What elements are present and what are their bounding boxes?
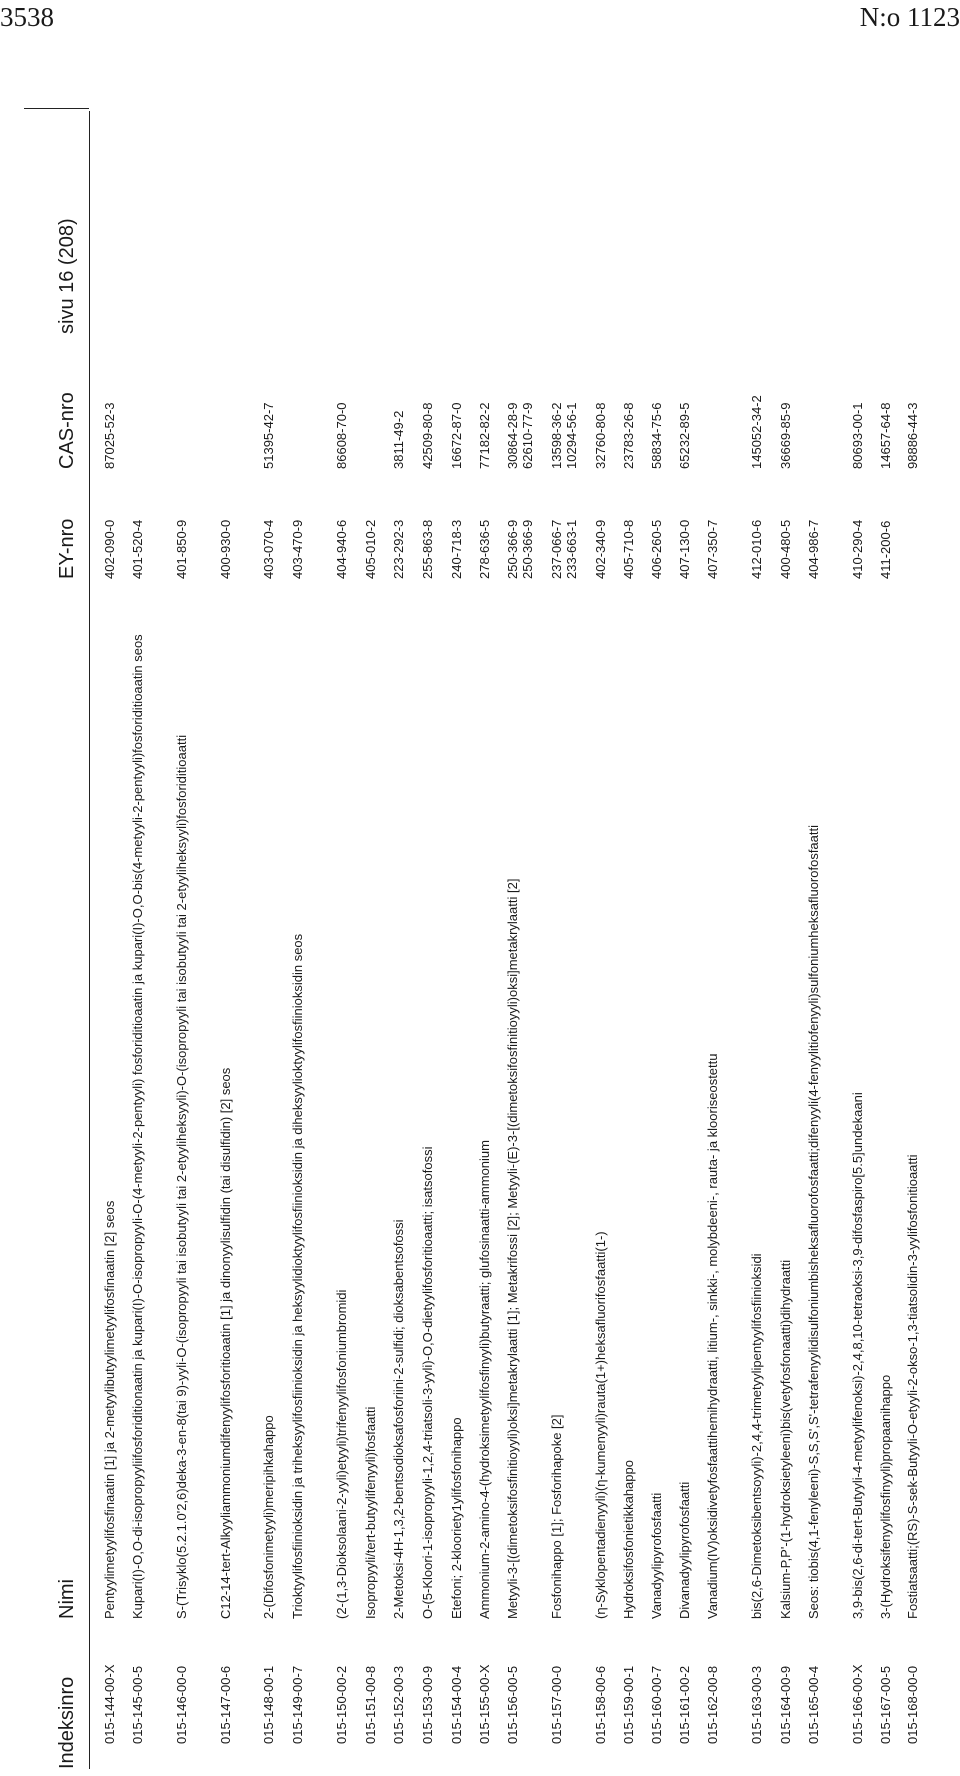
index-cell: 015-168-00-0 [905, 1665, 920, 1744]
name-cell: (η-Syklopentadienyyli)(η-kumenyyli)rauta(1+)heksafluorifosfaatti(1-) [593, 1231, 608, 1619]
index-cell: 015-147-00-6 [218, 1665, 233, 1744]
ey-cell [505, 479, 535, 579]
ey-number: 402-340-9 [593, 519, 608, 579]
ey-cell [778, 479, 793, 579]
cas-number: 30864-28-9 [505, 402, 520, 469]
index-cell: 015-154-00-4 [449, 1665, 464, 1744]
cas-cell [549, 359, 579, 469]
cas-number: 42509-80-8 [420, 402, 435, 469]
ey-number: 403-470-9 [290, 519, 305, 579]
name-cell: 3,9-bis(2,6-di-tert-Butyyli-4-metyylifenoksi)-2,4,8,10-tetraoksi-3,9-difosfaspiro[5.5]undekaani [850, 1092, 865, 1619]
ey-cell [621, 479, 636, 579]
rotated-table [24, 109, 924, 1769]
name-cell: Ammonium-2-amino-4-(hydroksimetyylifosfinyyli)butyraatti; glufosinaatti-ammonium [477, 1140, 492, 1619]
ey-number: 407-130-0 [677, 519, 692, 579]
ey-number: 412-010-6 [749, 519, 764, 579]
index-cell: 015-144-00-X [102, 1664, 117, 1744]
name-cell: (2-(1,3-Dioksolaani-2-yyli)etyyli)trifenyylifosfoniumbromidi [334, 1289, 349, 1619]
ey-number: 406-260-5 [649, 519, 664, 579]
ey-cell [334, 479, 349, 579]
index-cell: 015-151-00-8 [363, 1665, 378, 1744]
ey-cell [130, 479, 145, 579]
ey-number: 278-636-5 [477, 519, 492, 579]
name-cell: Kupari(I)-O,O-di-isopropyyliifosforiditionaatin ja kupari(I)-O-isopropyyli-O-(4-metyyli-2-pentyyli) fosforiditioaatin ja kupari(I)-O,O-bis(4-metyyli-2-pentyyli)fosforiditioaatin seos [130, 634, 145, 1619]
header-page: sivu 16 (208) [56, 218, 78, 334]
ey-number: 237-066-7 [549, 519, 564, 579]
ey-number: 405-010-2 [363, 519, 378, 579]
index-cell: 015-145-00-5 [130, 1665, 145, 1744]
cas-number: 62610-77-9 [520, 402, 535, 469]
header-cas: CAS-nro [56, 392, 78, 469]
ey-number: 223-292-3 [391, 519, 406, 579]
ey-cell [363, 479, 378, 579]
ey-cell [290, 479, 305, 579]
ey-number: 255-863-8 [420, 519, 435, 579]
index-cell: 015-167-00-5 [878, 1665, 893, 1744]
ey-cell [174, 479, 189, 579]
ey-number: 403-070-4 [261, 519, 276, 579]
ey-cell [649, 479, 664, 579]
cas-cell [102, 359, 117, 469]
ey-cell [705, 479, 720, 579]
ey-number: 402-090-0 [102, 519, 117, 579]
ey-cell [878, 479, 893, 579]
name-cell: Seos: tiobis(4,1-fenyleeni)-S,S,S',S'-tetrafenyylidisulfoniumbisheksafluorofosfaatti;difenyyli(4-fenyylitiofenyyli)sulfoniumheksafluorofosfaatti [806, 824, 821, 1619]
cas-number: 10294-56-1 [564, 402, 579, 469]
cas-cell [261, 359, 276, 469]
index-cell: 015-166-00-X [850, 1664, 865, 1744]
ey-number: 411-200-6 [878, 520, 893, 579]
ey-number: 233-663-1 [564, 519, 579, 579]
index-cell: 015-146-00-0 [174, 1665, 189, 1744]
cas-cell [505, 359, 535, 469]
cas-cell [391, 359, 406, 469]
index-cell: 015-157-00-0 [549, 1665, 564, 1744]
cas-cell [749, 359, 764, 469]
cas-number: 3811-49-2 [391, 410, 406, 469]
cas-cell [449, 359, 464, 469]
cas-cell [621, 359, 636, 469]
ey-number: 400-930-0 [218, 519, 233, 579]
index-cell: 015-148-00-1 [261, 1665, 276, 1744]
ey-cell [677, 479, 692, 579]
name-cell: 2-Metoksi-4H-1,3,2-bentsodioksafosforiini-2-sulfidi; dioksabentsofossi [391, 1219, 406, 1619]
ey-number: 400-480-5 [778, 519, 793, 579]
index-cell: 015-160-00-7 [649, 1665, 664, 1744]
ey-cell [549, 479, 579, 579]
cas-number: 36669-85-9 [778, 402, 793, 469]
name-cell: Metyyli-3-[(dimetoksifosfinitioyyli)oksi]metakrylaatti [1]; Metakrifossi [2]; Metyyli-(E)-3-[(dimetoksifosfinitioyyli)oksi]metakrylaatti [2] [505, 878, 520, 1619]
cas-number: 145052-34-2 [749, 395, 764, 469]
page-number: 3538 [0, 2, 54, 32]
index-cell: 015-165-00-4 [806, 1665, 821, 1744]
cas-cell [420, 359, 435, 469]
name-cell: 3-(Hydroksifenyylifosfinyyli)propaanihappo [878, 1374, 893, 1619]
index-cell: 015-156-00-5 [505, 1665, 520, 1744]
cas-number: 14657-64-8 [878, 402, 893, 469]
name-cell: Fosfonihappo [1]; Fosforihapoke [2] [549, 1414, 564, 1619]
cas-number: 32760-80-8 [593, 402, 608, 469]
ey-cell [261, 479, 276, 579]
header-rule [89, 111, 90, 1769]
ey-cell [391, 479, 406, 579]
header-name: Nimi [56, 1579, 78, 1619]
ey-number: 407-350-7 [705, 519, 720, 579]
index-cell: 015-161-00-2 [677, 1665, 692, 1744]
header-ey: EY-nro [56, 518, 78, 579]
index-cell: 015-159-00-1 [621, 1665, 636, 1744]
header-index: Indeksinro [56, 1676, 78, 1769]
cas-number: 13598-36-2 [549, 402, 564, 469]
cas-number: 80693-00-1 [850, 402, 865, 469]
ey-number: 410-290-4 [850, 519, 865, 579]
name-cell: Pentyylimetyylifosfinaatin [1] ja 2-metyylibutyylimetyylifosfinaatin [2] seos [102, 1200, 117, 1619]
cas-cell [477, 359, 492, 469]
cas-cell [593, 359, 608, 469]
index-cell: 015-149-00-7 [290, 1665, 305, 1744]
document-number: N:o 1123 [859, 2, 960, 32]
name-cell: Divanadyylipyrofosfaatti [677, 1481, 692, 1619]
index-cell: 015-153-00-9 [420, 1665, 435, 1744]
ey-cell [449, 479, 464, 579]
cas-cell [850, 359, 865, 469]
ey-cell [218, 479, 233, 579]
index-cell: 015-162-00-8 [705, 1665, 720, 1744]
cas-number: 77182-82-2 [477, 402, 492, 469]
name-cell: S-(Trisyklo(5.2.1.0'2,6)deka-3-en-8(tai 9)-yyli-O-(isopropyyli tai isobutyyli tai 2-etyyliheksyyli)-O-(isopropyyli tai isobutyyli tai 2-etyyliheksyyli)fosforiditioaatti [174, 734, 189, 1619]
name-cell: Hydroksifosfonietikkahappo [621, 1460, 636, 1619]
ey-number: 250-366-9 [505, 519, 520, 579]
cas-number: 87025-52-3 [102, 402, 117, 469]
index-cell: 015-164-00-9 [778, 1665, 793, 1744]
ey-number: 401-520-4 [130, 519, 145, 579]
cas-number: 23783-26-8 [621, 402, 636, 469]
index-cell: 015-158-00-6 [593, 1665, 608, 1744]
index-cell: 015-152-00-3 [391, 1665, 406, 1744]
ey-cell [749, 479, 764, 579]
ey-cell [806, 479, 821, 579]
name-cell: Vanadyylipyrofosfaatti [649, 1492, 664, 1619]
cas-cell [878, 359, 893, 469]
name-cell: 2-(Difosfonimetyyli)meripihkahappo [261, 1415, 276, 1619]
ey-number: 404-940-6 [334, 519, 349, 579]
index-cell: 015-163-00-3 [749, 1665, 764, 1744]
ey-cell [593, 479, 608, 579]
cas-cell [905, 359, 920, 469]
cas-cell [677, 359, 692, 469]
name-cell: bis(2,6-Dimetoksibentsoyyli)-2,4,4-trimetyylipentyylifosfiinioksidi [749, 1253, 764, 1619]
ey-cell [850, 479, 865, 579]
cas-cell [334, 359, 349, 469]
index-cell: 015-150-00-2 [334, 1665, 349, 1744]
name-cell: O-(5-Kloori-1-isopropyyli-1,2,4-triatsoli-3-yyli)-O,O-dietyylifosforitioaatti; isatsofossi [420, 1146, 435, 1619]
table-header [24, 108, 89, 1769]
name-cell: Etefoni; 2-klooriety1ylifosfonihappo [449, 1417, 464, 1619]
cas-number: 65232-89-5 [677, 402, 692, 469]
cas-cell [778, 359, 793, 469]
index-cell: 015-155-00-X [477, 1664, 492, 1744]
ey-number: 240-718-3 [449, 519, 464, 579]
cas-number: 51395-42-7 [261, 402, 276, 469]
name-cell: Trioktyylifosfiinioksidin ja triheksyylifosfiinioksidin ja heksyylidioktyylifosfiinioksidin ja diheksyylioktyylifosfiinioksidin seos [290, 933, 305, 1619]
cas-number: 98886-44-3 [905, 402, 920, 469]
name-cell: Vanadium(IV)oksidivetyfosfaattihemihydraatti, litium-, sinkki-, molybdeeni-, rauta- ja klooriseostettu [705, 1053, 720, 1619]
cas-number: 58834-75-6 [649, 402, 664, 469]
cas-cell [649, 359, 664, 469]
name-cell: Fostiatsaatti;(RS)-S-sek-Butyyli-O-etyyli-2-okso-1,3-tiatsolidin-3-yylifosfonitioaatti [905, 1154, 920, 1619]
ey-number: 250-366-9 [520, 519, 535, 579]
cas-number: 86608-70-0 [334, 402, 349, 469]
ey-number: 404-986-7 [806, 519, 821, 579]
name-cell: Kalsium-P,P'-(1-hydroksietyleeni)bis(vetyfosfonaatti)dihydraatti [778, 1259, 793, 1619]
ey-number: 401-850-9 [174, 519, 189, 579]
ey-number: 405-710-8 [621, 519, 636, 579]
cas-number: 16672-87-0 [449, 402, 464, 469]
name-cell: Isopropyyli/tert-butyylifenyyli)fosfaatti [363, 1406, 378, 1619]
name-cell: C12-14-tert-Alkyyliammoniumdifenyylifosforitioaatin [1] ja dinonyylisulfidin (tai disulfidin) [2] seos [218, 1067, 233, 1619]
ey-cell [102, 479, 117, 579]
ey-cell [477, 479, 492, 579]
ey-cell [420, 479, 435, 579]
